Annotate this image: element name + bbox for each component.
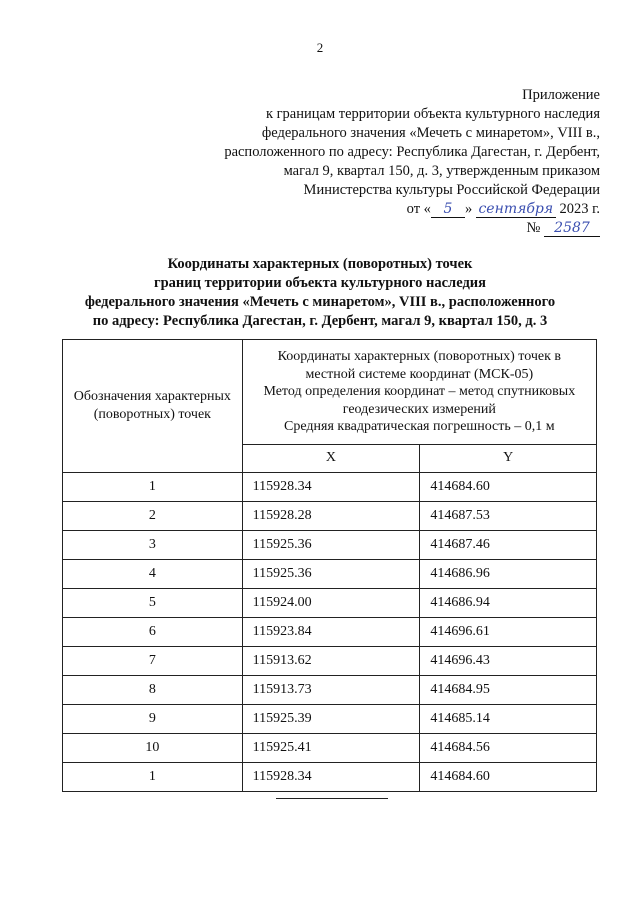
- date-mid: »: [464, 201, 473, 217]
- x-cell: 115928.34: [242, 763, 420, 792]
- coordinates-header-line: местной системе координат (МСК-05): [305, 366, 534, 382]
- y-cell: 414686.96: [420, 560, 597, 589]
- table-row: [63, 734, 597, 763]
- title-line: границ территории объекта культурного наследия: [154, 275, 486, 291]
- coordinates-header-line: Метод определения координат – метод спутниковых: [263, 384, 576, 399]
- y-cell: 414684.60: [420, 473, 597, 502]
- appendix-line: федерального значения «Мечеть с минаретом», VIII в.,: [261, 125, 600, 141]
- point-cell: 2: [63, 502, 243, 531]
- y-cell: 414684.56: [420, 734, 597, 763]
- point-cell: 10: [63, 734, 243, 763]
- point-cell: 6: [63, 618, 243, 647]
- point-designation-header-text: Обозначения характерных (поворотных) точек: [73, 389, 231, 422]
- footer-divider: [276, 798, 388, 799]
- y-cell: 414696.43: [420, 647, 597, 676]
- point-cell: 7: [63, 647, 243, 676]
- appendix-line: магал 9, квартал 150, д. 3, утвержденным приказом: [283, 163, 600, 179]
- y-cell: 414687.46: [420, 531, 597, 560]
- appendix-line: Приложение: [522, 87, 600, 103]
- document-title: [0, 255, 640, 331]
- handwritten-day: 5: [431, 202, 465, 218]
- point-cell: 8: [63, 676, 243, 705]
- date-year: 2023 г.: [559, 201, 600, 217]
- x-column-header: X: [242, 444, 420, 473]
- table-row: [63, 647, 597, 676]
- table-row: [63, 473, 597, 502]
- coordinates-header-line: Координаты характерных (поворотных) точек в: [277, 349, 562, 364]
- x-cell: 115925.41: [242, 734, 420, 763]
- y-cell: 414685.14: [420, 705, 597, 734]
- point-cell: 9: [63, 705, 243, 734]
- coordinates-header-line: Средняя квадратическая погрешность – 0,1 м: [284, 419, 555, 434]
- coordinates-table: [62, 339, 597, 792]
- appendix-line: расположенного по адресу: Республика Дагестан, г. Дербент,: [224, 144, 600, 160]
- table-row: [63, 531, 597, 560]
- order-number-line: [224, 219, 600, 238]
- x-cell: 115928.34: [242, 473, 420, 502]
- number-prefix: №: [526, 220, 541, 236]
- x-cell: 115925.36: [242, 560, 420, 589]
- coordinates-header-line: геодезических измерений: [342, 401, 496, 417]
- y-cell: 414686.94: [420, 589, 597, 618]
- table-row: [63, 618, 597, 647]
- x-cell: 115923.84: [242, 618, 420, 647]
- point-cell: 1: [63, 473, 243, 502]
- y-cell: 414687.53: [420, 502, 597, 531]
- table-row: [63, 763, 597, 792]
- point-cell: 3: [63, 531, 243, 560]
- title-line: федерального значения «Мечеть с минаретом», VIII в., расположенного: [84, 294, 556, 310]
- appendix-line: к границам территории объекта культурного наследия: [265, 106, 600, 122]
- point-cell: 5: [63, 589, 243, 618]
- order-date-line: [224, 200, 600, 219]
- table-row: [63, 589, 597, 618]
- table-row: [63, 560, 597, 589]
- table-row: [63, 705, 597, 734]
- appendix-line: Министерства культуры Российской Федерации: [303, 182, 600, 198]
- x-cell: 115928.28: [242, 502, 420, 531]
- page-number: 2: [316, 40, 324, 55]
- point-cell: 4: [63, 560, 243, 589]
- point-cell: 1: [63, 763, 243, 792]
- handwritten-month: сентября: [476, 202, 556, 218]
- appendix-block: [224, 86, 600, 238]
- date-prefix: от «: [406, 201, 431, 217]
- y-cell: 414684.60: [420, 763, 597, 792]
- x-cell: 115913.73: [242, 676, 420, 705]
- point-designation-header: [63, 340, 243, 473]
- x-cell: 115924.00: [242, 589, 420, 618]
- table-row: [63, 676, 597, 705]
- y-cell: 414696.61: [420, 618, 597, 647]
- y-column-header: Y: [420, 444, 597, 473]
- title-line: Координаты характерных (поворотных) точек: [167, 256, 473, 272]
- x-cell: 115913.62: [242, 647, 420, 676]
- x-cell: 115925.39: [242, 705, 420, 734]
- title-line: по адресу: Республика Дагестан, г. Дербент, магал 9, квартал 150, д. 3: [92, 313, 548, 329]
- handwritten-order-number: 2587: [544, 221, 600, 237]
- table-row: [63, 502, 597, 531]
- x-cell: 115925.36: [242, 531, 420, 560]
- coordinates-header: [242, 340, 596, 445]
- y-cell: 414684.95: [420, 676, 597, 705]
